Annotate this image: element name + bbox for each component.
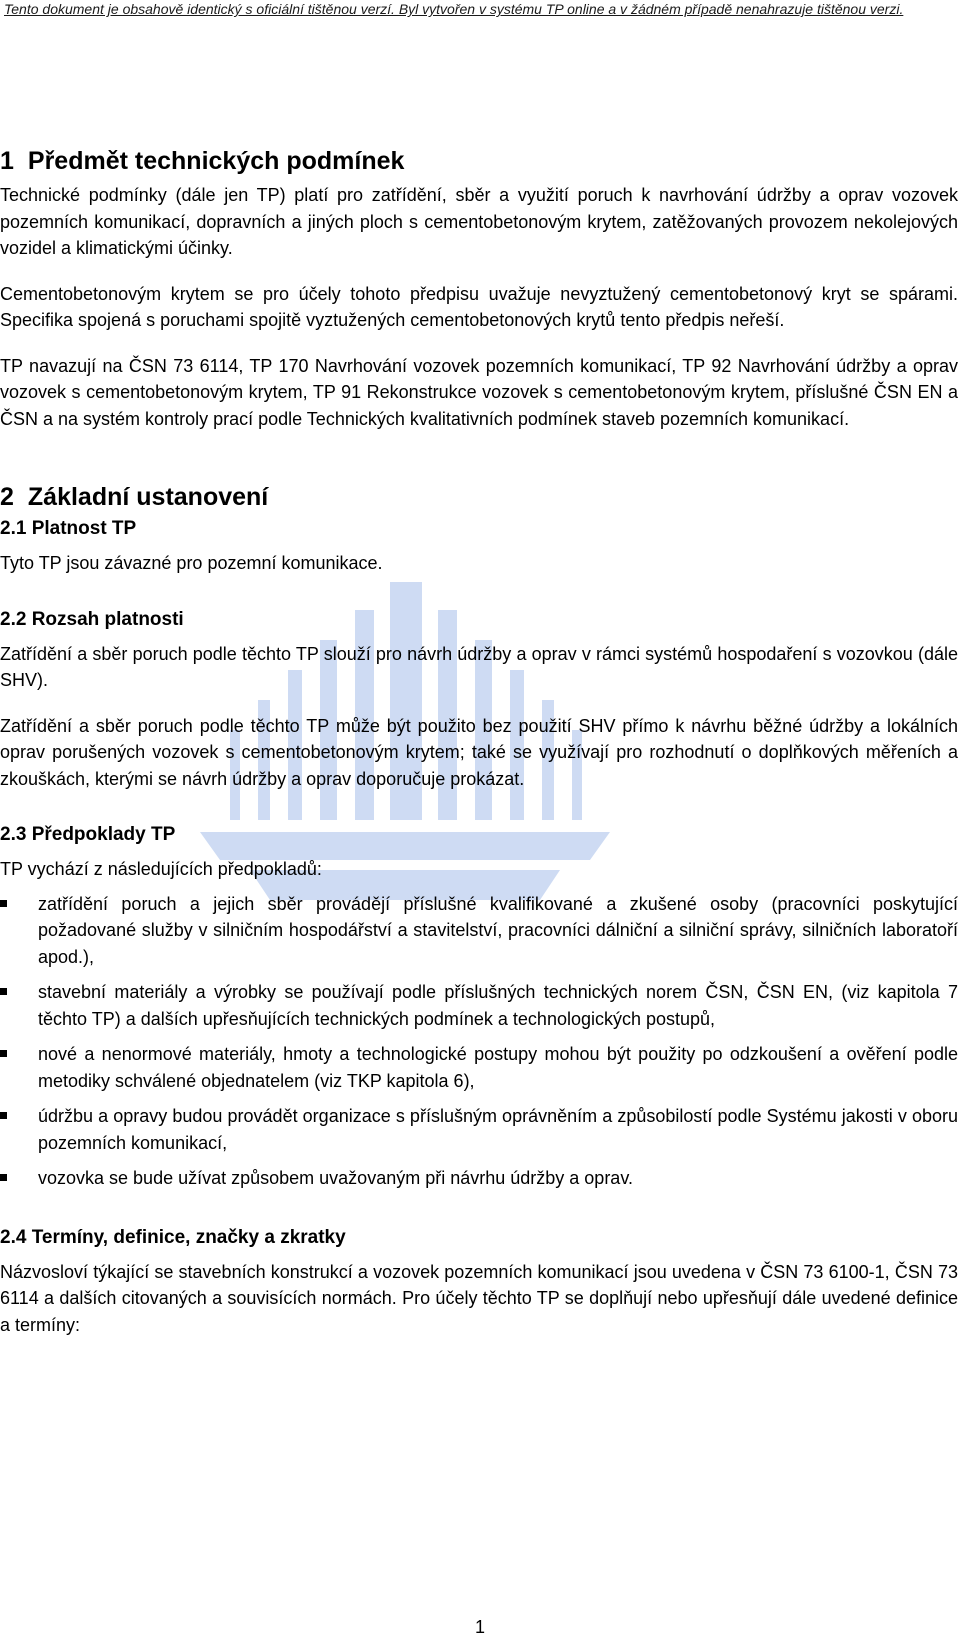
paragraph: Cementobetonovým krytem se pro účely tohoto předpisu uvažuje nevyztužený cementobetonový kryt se spárami. Specifika spojená s poruchami spojitě vyztužených cementobetonových krytů tento předpis neřeší. (0, 283, 958, 330)
paragraph: Technické podmínky (dále jen TP) platí pro zatřídění, sběr a využití poruch k navrhování údržby a oprav vozovek pozemních komunikací, dopravních a jiných ploch s cementobetonovým krytem, zatěžovaných provozem nekolejových vozidel a klimatickými účinky. (0, 185, 958, 258)
square-bullet-icon (0, 1050, 7, 1057)
section-2-heading (0, 482, 958, 512)
paragraph: Názvosloví týkající se stavebních konstrukcí a vozovek pozemních komunikací jsou uvedena v ČSN 73 6100-1, ČSN 73 6114 a dalších citovaných a souvisících normách. Pro účely těchto TP se doplňují nebo upřesňují dále uvedené definice a termíny: (0, 1261, 958, 1335)
section-1-heading (0, 146, 958, 176)
paragraph: TP navazují na ČSN 73 6114, TP 170 Navrhování vozovek pozemních komunikací, TP 92 Navrhování údržby a oprav vozovek s cementobetonovým krytem, TP 91 Rekonstrukce vozovek s cementobetonovým krytem, příslušné ČSN EN a ČSN a na systém kontroly prací podle Technických kvalitativních podmínek staveb pozemních komunikací. (0, 355, 958, 429)
paragraph: TP vychází z následujících předpokladů: (0, 859, 322, 879)
list-item (0, 979, 958, 1032)
subsection-2-1-heading: 2.1 Platnost TP (0, 518, 137, 539)
section-2-number: 2 (0, 483, 14, 511)
list-item-text: zatřídění poruch a jejich sběr provádějí příslušné kvalifikované a zkušené osoby (pracovníci poskytující požadované služby v silničním hospodářství a stavitelství, pracovníci dálniční a silniční správy, silničních laboratoří apod.), (38, 893, 958, 967)
section-1-number: 1 (0, 147, 14, 175)
document-body (0, 146, 958, 1338)
section-2-title: Základní ustanovení (27, 483, 269, 511)
paragraph: Tyto TP jsou závazné pro pozemní komunikace. (0, 553, 383, 573)
disclaimer-header: Tento dokument je obsahově identický s oficiální tištěnou verzí. Byl vytvořen v systému TP online a v žádném případě nenahrazuje tištěnou verzi. (4, 1, 904, 17)
list-item (0, 1165, 958, 1192)
page-number: 1 (474, 1617, 485, 1637)
square-bullet-icon (0, 900, 7, 907)
square-bullet-icon (0, 1174, 7, 1181)
subsection-2-2-heading: 2.2 Rozsah platnosti (0, 608, 184, 630)
subsection-2-4-heading: 2.4 Termíny, definice, značky a zkratky (0, 1226, 346, 1248)
square-bullet-icon (0, 1112, 7, 1119)
list-item (0, 1103, 958, 1156)
section-1-title: Předmět technických podmínek (27, 147, 405, 175)
list-item-text: stavební materiály a výrobky se používají podle příslušných technických norem ČSN, ČSN EN, (viz kapitola 7 těchto TP) a dalších upřesňujících technických podmínek a technologických postupů, (38, 982, 958, 1029)
square-bullet-icon (0, 988, 7, 995)
list-item (0, 1041, 958, 1094)
list-item (0, 891, 958, 971)
paragraph: Zatřídění a sběr poruch podle těchto TP slouží pro návrh údržby a oprav v rámci systémů hospodaření s vozovkou (dále SHV). (0, 643, 958, 690)
list-item-text: nové a nenormové materiály, hmoty a technologické postupy mohou být použity po odzkoušení a ověření podle metodiky schválené objednatelem (viz TKP kapitola 6), (38, 1044, 958, 1091)
paragraph: Zatřídění a sběr poruch podle těchto TP může být použito bez použití SHV přímo k návrhu běžné údržby a lokálních oprav porušených vozovek s cementobetonovým krytem; také se využívají pro rozhodnutí o doplňkových měřeních a zkouškách, kterými se návrh údržby a oprav doporučuje prokázat. (0, 715, 958, 789)
list-item-text: údržbu a opravy budou provádět organizace s příslušným oprávněním a způsobilostí podle Systému jakosti v oboru pozemních komunikací, (38, 1106, 958, 1153)
subsection-2-3-heading: 2.3 Předpoklady TP (0, 824, 176, 845)
list-item-text: vozovka se bude užívat způsobem uvažovaným při návrhu údržby a oprav. (38, 1168, 633, 1188)
assumptions-list (0, 891, 958, 1192)
